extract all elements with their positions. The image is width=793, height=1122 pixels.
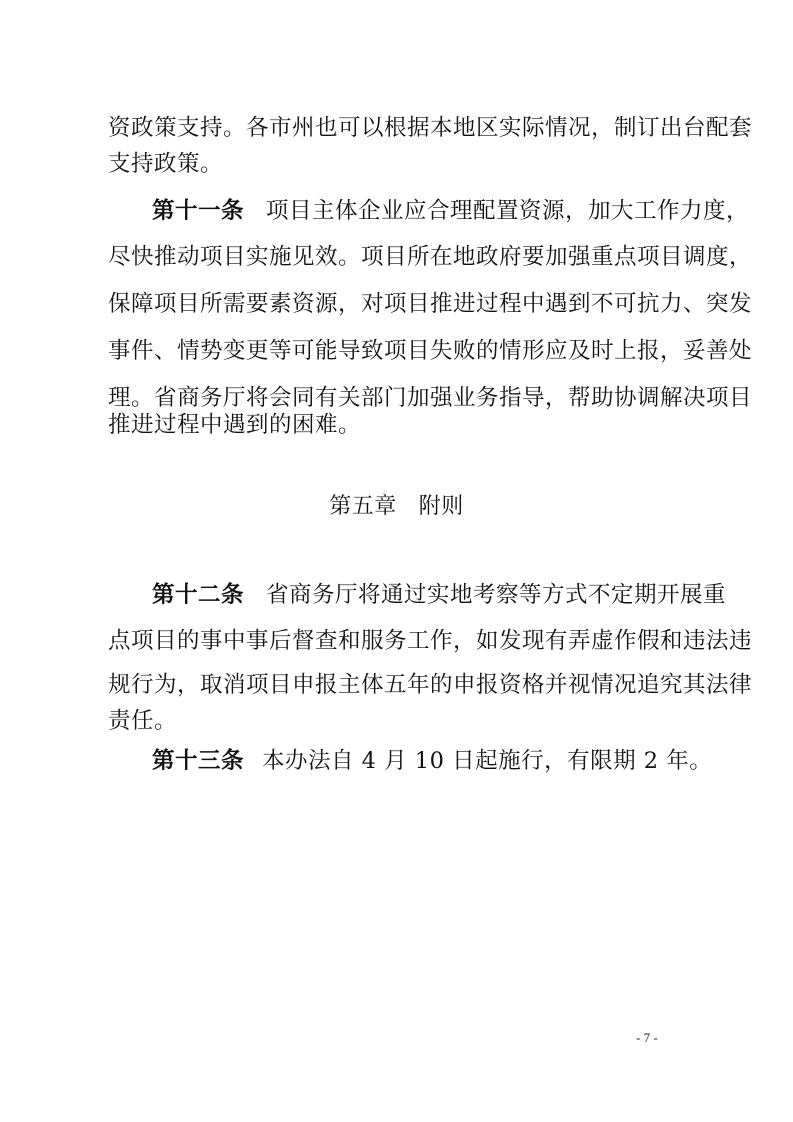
paragraph-line: 点项目的事中事后督查和服务工作，如发现有弄虚作假和违法违 — [108, 628, 753, 654]
article-text: 项目主体企业应合理配置资源，加大工作力度， — [266, 198, 750, 224]
paragraph-line: 责任。 — [108, 708, 178, 734]
paragraph-line: 支持政策。 — [108, 151, 224, 177]
chapter-heading — [0, 492, 793, 522]
page-number: - 7 - — [636, 1030, 658, 1045]
paragraph-line: 理。省商务厅将会同有关部门加强业务指导，帮助协调解决项目 — [108, 385, 753, 411]
article-11-first-line — [152, 196, 750, 226]
article-label: 第十三条 — [152, 748, 245, 774]
article-label: 第十二条 — [152, 582, 245, 608]
paragraph-line: 规行为，取消项目申报主体五年的申报资格并视情况追究其法律 — [108, 672, 753, 698]
chapter-title: 附则 — [418, 494, 464, 519]
paragraph-line: 推进过程中遇到的困难。 — [108, 412, 362, 438]
paragraph-line: 资政策支持。各市州也可以根据本地区实际情况，制订出台配套 — [108, 115, 753, 141]
paragraph-line: 尽快推动项目实施见效。项目所在地政府要加强重点项目调度， — [108, 244, 753, 270]
article-label: 第十一条 — [152, 198, 245, 224]
article-text: 省商务厅将通过实地考察等方式不定期开展重 — [266, 582, 727, 608]
paragraph-line: 事件、情势变更等可能导致项目失败的情形应及时上报，妥善处 — [108, 338, 753, 364]
paragraph-line: 保障项目所需要素资源，对项目推进过程中遇到不可抗力、突发 — [108, 291, 753, 317]
article-13-line — [152, 746, 713, 776]
article-text: 本办法自 4 月 10 日起施行，有限期 2 年。 — [262, 748, 713, 774]
article-12-first-line — [152, 580, 727, 610]
chapter-number: 第五章 — [329, 494, 397, 519]
